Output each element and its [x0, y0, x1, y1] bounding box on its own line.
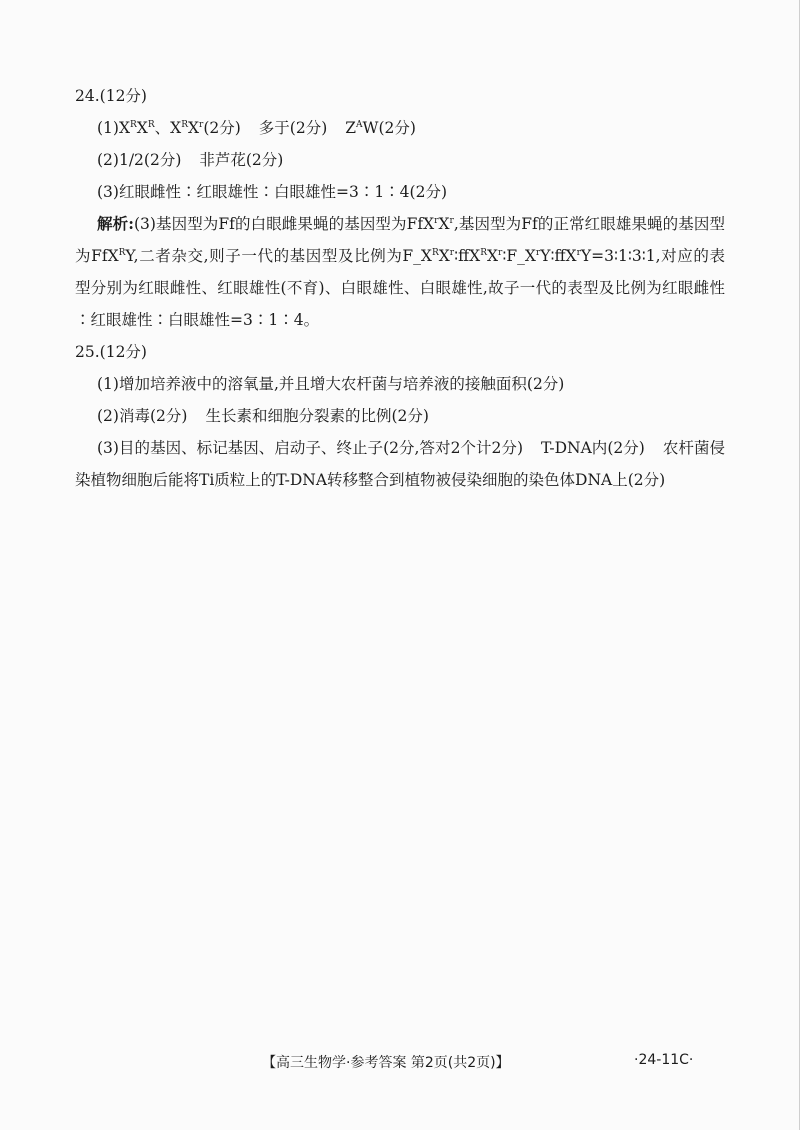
answer-text: 非芦花(2分): [199, 151, 284, 169]
analysis-text: ,基因型为Ff的正常红眼雄果蝇的基因型为FfX: [75, 215, 725, 265]
allele-superscript: r: [199, 120, 204, 130]
answer-text: T-DNA内(2分): [541, 439, 645, 457]
q25-answer-2: [75, 400, 725, 432]
analysis-text: (3)基因型为Ff的白眼雌果蝇的基因型为FfX: [133, 215, 435, 233]
allele-superscript: R: [431, 248, 439, 258]
score-text: (2分): [203, 119, 241, 137]
q25-answer-3: [75, 432, 725, 496]
q24-answer-1: [75, 112, 725, 144]
analysis-text: X: [486, 247, 499, 265]
question-25-header: [75, 336, 725, 368]
analysis-text: Y∶ffX: [540, 247, 577, 265]
allele-superscript: R: [181, 120, 188, 130]
analysis-text: Y,二者杂交,则子一代的基因型及比例为F_X: [125, 247, 432, 265]
answer-text: 红眼雌性∶红眼雄性∶白眼雄性=3∶1∶4(2分): [118, 183, 447, 201]
q24-answer-2: [75, 144, 725, 176]
question-number: 24.: [75, 87, 100, 105]
genotype-text: X: [136, 119, 148, 137]
q24-analysis: [75, 208, 725, 336]
allele-superscript: R: [480, 248, 487, 258]
answer-text: 生长素和细胞分裂素的比例(2分): [205, 407, 429, 425]
answer-text: W(2分): [362, 119, 416, 137]
answer-text: 消毒(2分): [118, 407, 188, 425]
allele-superscript: R: [118, 248, 126, 258]
allele-superscript: r: [535, 248, 541, 258]
answer-text: 1/2(2分): [118, 151, 182, 169]
question-24-header: [75, 80, 725, 112]
allele-superscript: r: [449, 248, 455, 258]
allele-superscript: r: [434, 216, 439, 226]
answer-text: 农杆菌侵染植物细胞后能将Ti质粒上的T-DNA转移整合到植物被侵染细胞的染色体DNA上(2分): [75, 439, 725, 489]
analysis-label: 解析:: [97, 214, 134, 233]
allele-superscript: A: [356, 120, 363, 130]
footer-title: 【高三生物学·参考答案 第2页(共2页)】: [262, 1055, 510, 1071]
q25-answer-1: [75, 368, 725, 400]
analysis-text: ∶F_X: [502, 247, 536, 265]
answer-text: 目的基因、标记基因、启动子、终止子(2分,答对2个计2分): [118, 439, 523, 457]
answer-label: (3): [97, 183, 119, 201]
answer-label: (2): [97, 407, 119, 425]
answer-label: (3): [97, 439, 119, 457]
allele-superscript: R: [130, 120, 137, 130]
analysis-text: Y=3∶1∶3∶1,对应的表型分别为红眼雌性、红眼雄性(不育)、白眼雄性、白眼雄性,故子一代的表型及比例为红眼雌性∶红眼雄性∶白眼雄性=3∶1∶4。: [75, 247, 725, 329]
answer-text: 多于(2分): [258, 119, 328, 137]
analysis-text: X: [438, 247, 450, 265]
answer-content: [75, 80, 725, 496]
question-number: 25.: [75, 343, 100, 361]
genotype-text: X: [170, 119, 182, 137]
q24-answer-3: [75, 176, 725, 208]
answer-text: 增加培养液中的溶氧量,并且增大农杆菌与培养液的接触面积(2分): [118, 375, 565, 393]
page-footer: [0, 1052, 800, 1078]
allele-superscript: r: [449, 216, 454, 226]
answer-label: (1): [97, 119, 119, 137]
analysis-text: X: [438, 215, 450, 233]
genotype-text: Z: [345, 119, 357, 137]
question-points: (12分): [99, 87, 147, 105]
allele-superscript: R: [147, 120, 155, 130]
answer-label: (2): [97, 151, 119, 169]
allele-superscript: r: [576, 248, 581, 258]
question-points: (12分): [99, 343, 147, 361]
allele-superscript: r: [498, 248, 503, 258]
analysis-text: ∶ffX: [454, 247, 481, 265]
separator: 、: [154, 119, 171, 137]
footer-code: ·24-11C·: [634, 1052, 694, 1068]
genotype-text: X: [187, 119, 200, 137]
genotype-text: X: [118, 119, 131, 137]
answer-label: (1): [97, 375, 119, 393]
